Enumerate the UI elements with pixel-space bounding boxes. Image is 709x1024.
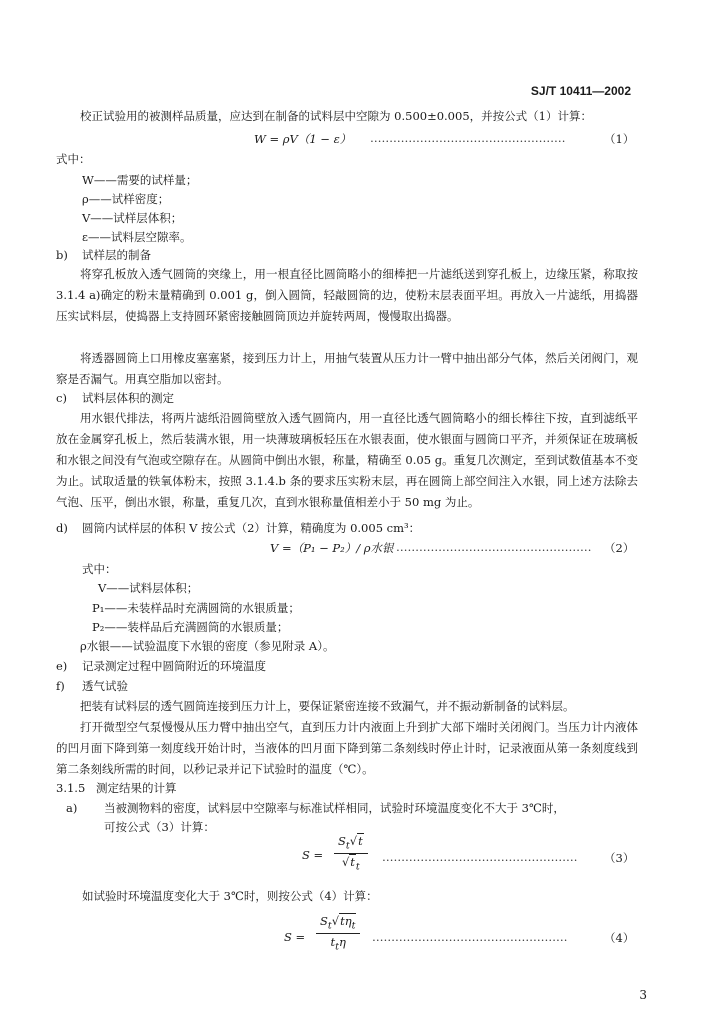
condition-equation-4: 如试验时环境温度变化大于 3℃时，则按公式（4）计算：: [82, 889, 378, 903]
section-315-heading: [56, 780, 177, 796]
item-a: [66, 800, 565, 816]
section-d-heading: [56, 520, 420, 536]
paragraph-c: 用水银代排法，将两片滤纸沿圆筒壁放入透气圆筒内，用一直径比透气圆筒略小的细长棒往下按，直到滤纸平放在金属穿孔板上，然后装满水银，用一块薄玻璃板轻压在水银表面，使水银面与圆筒口平齐，并须保证在玻璃板和水银之间没有气泡或空隙存在。从圆筒中倒出水银，称量，精确至 0.05 g。重复几次测定，至到试数值基本不变为止。试取适量的铁氧体粉末，按照 3.1.4.b 条的要求压实粉末层，再在圆筒上部空间注入水银，同上述方法除去气泡、压平，倒出水银，称量，重复几次，直到水银称量值相差小于 50 mg 为止。: [56, 411, 638, 509]
section-c-heading: [56, 390, 174, 406]
section-label: e): [56, 659, 68, 673]
item-a-continuation: 可按公式（3）计算：: [104, 820, 215, 834]
equation-4-leader: ……………………………………………: [372, 930, 568, 944]
fraction-denominator: $√t_t$: [341, 855, 360, 873]
standard-number: SJ/T 10411—2002: [530, 84, 631, 98]
where-item: ε——试料层空隙率。: [82, 230, 192, 244]
section-title: 试料层体积的测定: [82, 391, 174, 405]
equation-1: W = ρV（1 − ε）: [254, 132, 352, 146]
where-item: P₂——装样品后充满圆筒的水银质量；: [92, 620, 289, 634]
item-text: 当被测物料的密度，试料层中空隙率与标准试样相同，试验时环境温度变化不大于 3℃时，: [104, 801, 565, 815]
section-title: 圆筒内试样层的体积 V 按公式（2）计算，精确度为 0.005 cm³：: [82, 521, 421, 535]
section-title: 测定结果的计算: [96, 781, 177, 795]
section-title: 试样层的制备: [82, 248, 151, 262]
section-label: f): [56, 679, 65, 693]
paragraph-b2: 将透器圆筒上口用橡皮塞塞紧，接到压力计上，用抽气装置从压力计一臂中抽出部分气体，然后关闭阀门，观察是否漏气。用真空脂加以密封。: [56, 351, 638, 386]
section-title: 记录测定过程中圆筒附近的环境温度: [82, 659, 266, 673]
where-label-2: 式中：: [82, 562, 117, 576]
section-label: b): [56, 248, 68, 262]
where-item: ρ水银——试验温度下水银的密度（参见附录 A）。: [80, 639, 335, 653]
equation-4-fraction: [316, 914, 360, 953]
where-item: V——试样层体积；: [82, 211, 183, 225]
fraction-numerator: $S_t√t\eta_t$: [316, 914, 360, 934]
section-label: 3.1.5: [56, 781, 86, 795]
equation-3-leader: ……………………………………………: [382, 850, 578, 864]
equation-1-leader: ……………………………………………: [370, 131, 566, 145]
where-item: W——需要的试样量；: [82, 173, 198, 187]
fraction-numerator: $S_t√t$: [334, 834, 368, 854]
equation-2-leader: ……………………………………………: [396, 540, 592, 554]
equation-4-lhs: S =: [284, 930, 306, 944]
equation-4-number: （4）: [604, 931, 635, 945]
section-title: 透气试验: [82, 679, 128, 693]
where-item: ρ——试样密度；: [82, 192, 170, 206]
equation-2-number: （2）: [604, 541, 635, 555]
where-label-1: 式中：: [56, 152, 91, 166]
section-label: c): [56, 391, 67, 405]
section-label: d): [56, 521, 68, 535]
paragraph-f1: 把装有试料层的透气圆筒连接到压力计上，要保证紧密连接不致漏气，并不振动新制备的试料层。: [80, 699, 575, 713]
item-label: a): [66, 801, 78, 815]
paragraph-b1: 将穿孔板放入透气圆筒的突缘上，用一根直径比圆筒略小的细棒把一片滤纸送到穿孔板上，边缘压紧，称取按 3.1.4 a)确定的粉末量精确到 0.001 g，倒入圆筒，轻敲圆筒的边，使粉末层表面平坦。再放入一片滤纸，用捣器压实试料层，使捣器上支持圆环紧密接触圆筒顶边并旋转两周，慢慢取出捣器。: [56, 267, 638, 323]
paragraph-f2: 打开微型空气泵慢慢从压力臂中抽出空气，直到压力计内液面上升到扩大部下端时关闭阀门。当压力计内液体的凹月面下降到第一刻度线开始计时，当液体的凹月面下降到第二条刻线时停止计时，记录液面从第一条刻度线到第二条刻线所需的时间，以秒记录并记下试验时的温度（℃）。: [56, 720, 638, 776]
section-e-heading: [56, 658, 266, 674]
where-item: V——试料层体积；: [98, 581, 199, 595]
intro-paragraph: 校正试验用的被测样品质量，应达到在制备的试料层中空隙为 0.500±0.005，并按公式（1）计算：: [80, 109, 592, 123]
where-item: P₁——未装样品时充满圆筒的水银质量；: [92, 601, 300, 615]
equation-3-number: （3）: [604, 851, 635, 865]
equation-3-fraction: [334, 834, 368, 873]
equation-3-lhs: S =: [302, 848, 324, 862]
equation-2: V =（P₁ − P₂）/ ρ水银: [270, 541, 394, 555]
fraction-denominator: $t_t\eta$: [330, 935, 346, 953]
equation-1-number: （1）: [604, 132, 635, 146]
section-f-heading: [56, 678, 128, 694]
section-b-heading: [56, 247, 151, 263]
page-number: 3: [639, 988, 647, 1002]
